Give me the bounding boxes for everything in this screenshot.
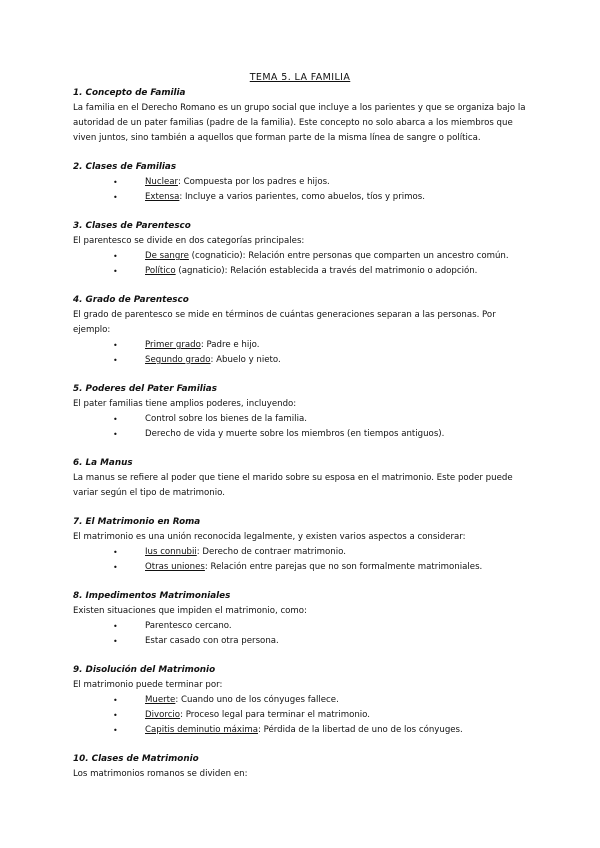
bullet-text: Derecho de vida y muerte sobre los miembros (en tiempos antiguos). <box>145 429 445 439</box>
section-heading: 9. Disolución del Matrimonio <box>73 665 216 675</box>
section <box>73 589 533 649</box>
section <box>73 752 533 782</box>
bullet-icon: • <box>113 696 118 705</box>
bullet-list <box>73 412 533 442</box>
bullet-list <box>73 338 533 368</box>
section <box>73 382 533 442</box>
bullet-icon: • <box>113 193 118 202</box>
section-paragraph: El pater familias tiene amplios poderes, incluyendo: <box>73 399 297 409</box>
bullet-text: Parentesco cercano. <box>145 621 232 631</box>
bullet-term: Capitis deminutio máxima <box>145 725 258 735</box>
document-title: TEMA 5. LA FAMILIA <box>249 72 351 83</box>
bullet-item <box>73 190 533 205</box>
section-heading: 3. Clases de Parentesco <box>73 221 191 231</box>
bullet-term: Otras uniones <box>145 562 205 572</box>
bullet-text: : Relación entre parejas que no son formalmente matrimoniales. <box>204 562 483 572</box>
bullet-icon: • <box>113 252 118 261</box>
section-heading: 5. Poderes del Pater Familias <box>73 384 217 394</box>
bullet-text: : Derecho de contraer matrimonio. <box>196 547 346 557</box>
section-paragraph: Los matrimonios romanos se dividen en: <box>73 769 248 779</box>
section-heading: 7. El Matrimonio en Roma <box>73 517 201 527</box>
section-heading: 10. Clases de Matrimonio <box>73 754 199 764</box>
bullet-item <box>73 723 533 738</box>
bullet-item <box>73 175 533 190</box>
bullet-item <box>73 619 533 634</box>
bullet-term: Divorcio <box>145 710 181 720</box>
bullet-text: : Cuando uno de los cónyuges fallece. <box>175 695 339 705</box>
bullet-item <box>73 353 533 368</box>
bullet-list <box>73 619 533 649</box>
section-paragraph: La familia en el Derecho Romano es un grupo social que incluye a los parientes y que se organiza bajo la autoridad de un pater familias (padre de la familia). Este concepto no solo abarca a los miembros que viven juntos, sino también a aquellos que forman parte de la misma línea de sangre o política. <box>73 103 526 143</box>
document-body <box>73 86 533 796</box>
section <box>73 86 533 146</box>
section-heading: 2. Clases de Familias <box>73 162 177 172</box>
section-heading: 4. Grado de Parentesco <box>73 295 189 305</box>
bullet-text: Control sobre los bienes de la familia. <box>145 414 307 424</box>
bullet-icon: • <box>113 341 118 350</box>
bullet-icon: • <box>113 637 118 646</box>
bullet-text: (agnaticio): Relación establecida a través del matrimonio o adopción. <box>175 266 478 276</box>
bullet-item <box>73 427 533 442</box>
section-paragraph: El matrimonio puede terminar por: <box>73 680 223 690</box>
section <box>73 219 533 279</box>
bullet-item <box>73 545 533 560</box>
bullet-text: : Incluye a varios parientes, como abuelos, tíos y primos. <box>179 192 425 202</box>
bullet-icon: • <box>113 415 118 424</box>
bullet-item <box>73 693 533 708</box>
section-heading: 6. La Manus <box>73 458 133 468</box>
bullet-term: Nuclear <box>145 177 178 187</box>
section-paragraph: La manus se refiere al poder que tiene el marido sobre su esposa en el matrimonio. Este poder puede variar según el tipo de matrimonio. <box>73 473 513 498</box>
section-paragraph: Existen situaciones que impiden el matrimonio, como: <box>73 606 307 616</box>
bullet-icon: • <box>113 622 118 631</box>
bullet-item <box>73 249 533 264</box>
section <box>73 160 533 205</box>
bullet-text: (cognaticio): Relación entre personas que comparten un ancestro común. <box>188 251 509 261</box>
bullet-list <box>73 693 533 738</box>
section-paragraph: El parentesco se divide en dos categorías principales: <box>73 236 305 246</box>
bullet-item <box>73 560 533 575</box>
bullet-icon: • <box>113 711 118 720</box>
bullet-term: Muerte <box>145 695 176 705</box>
section <box>73 293 533 368</box>
bullet-term: Extensa <box>145 192 180 202</box>
bullet-item <box>73 634 533 649</box>
section-paragraph: El grado de parentesco se mide en términos de cuántas generaciones separan a las personas. Por ejemplo: <box>73 310 496 335</box>
bullet-text: : Pérdida de la libertad de uno de los cónyuges. <box>257 725 463 735</box>
section <box>73 663 533 738</box>
bullet-term: De sangre <box>145 251 189 261</box>
bullet-item <box>73 264 533 279</box>
bullet-icon: • <box>113 430 118 439</box>
bullet-icon: • <box>113 563 118 572</box>
bullet-text: : Abuelo y nieto. <box>210 355 281 365</box>
bullet-term: Primer grado <box>145 340 201 350</box>
section <box>73 515 533 575</box>
bullet-list <box>73 249 533 279</box>
bullet-item <box>73 338 533 353</box>
section <box>73 456 533 501</box>
section-paragraph: El matrimonio es una unión reconocida legalmente, y existen varios aspectos a considerar: <box>73 532 466 542</box>
bullet-icon: • <box>113 178 118 187</box>
bullet-term: Político <box>145 266 176 276</box>
bullet-icon: • <box>113 356 118 365</box>
bullet-term: Segundo grado <box>145 355 211 365</box>
bullet-text: Estar casado con otra persona. <box>145 636 279 646</box>
bullet-term: Ius connubii <box>145 547 197 557</box>
bullet-text: : Padre e hijo. <box>200 340 260 350</box>
bullet-list <box>73 175 533 205</box>
bullet-item <box>73 412 533 427</box>
bullet-text: : Proceso legal para terminar el matrimonio. <box>180 710 370 720</box>
bullet-icon: • <box>113 726 118 735</box>
bullet-icon: • <box>113 267 118 276</box>
bullet-list <box>73 545 533 575</box>
section-heading: 8. Impedimentos Matrimoniales <box>73 591 231 601</box>
section-heading: 1. Concepto de Familia <box>73 88 186 98</box>
bullet-text: : Compuesta por los padres e hijos. <box>177 177 330 187</box>
bullet-item <box>73 708 533 723</box>
bullet-icon: • <box>113 548 118 557</box>
